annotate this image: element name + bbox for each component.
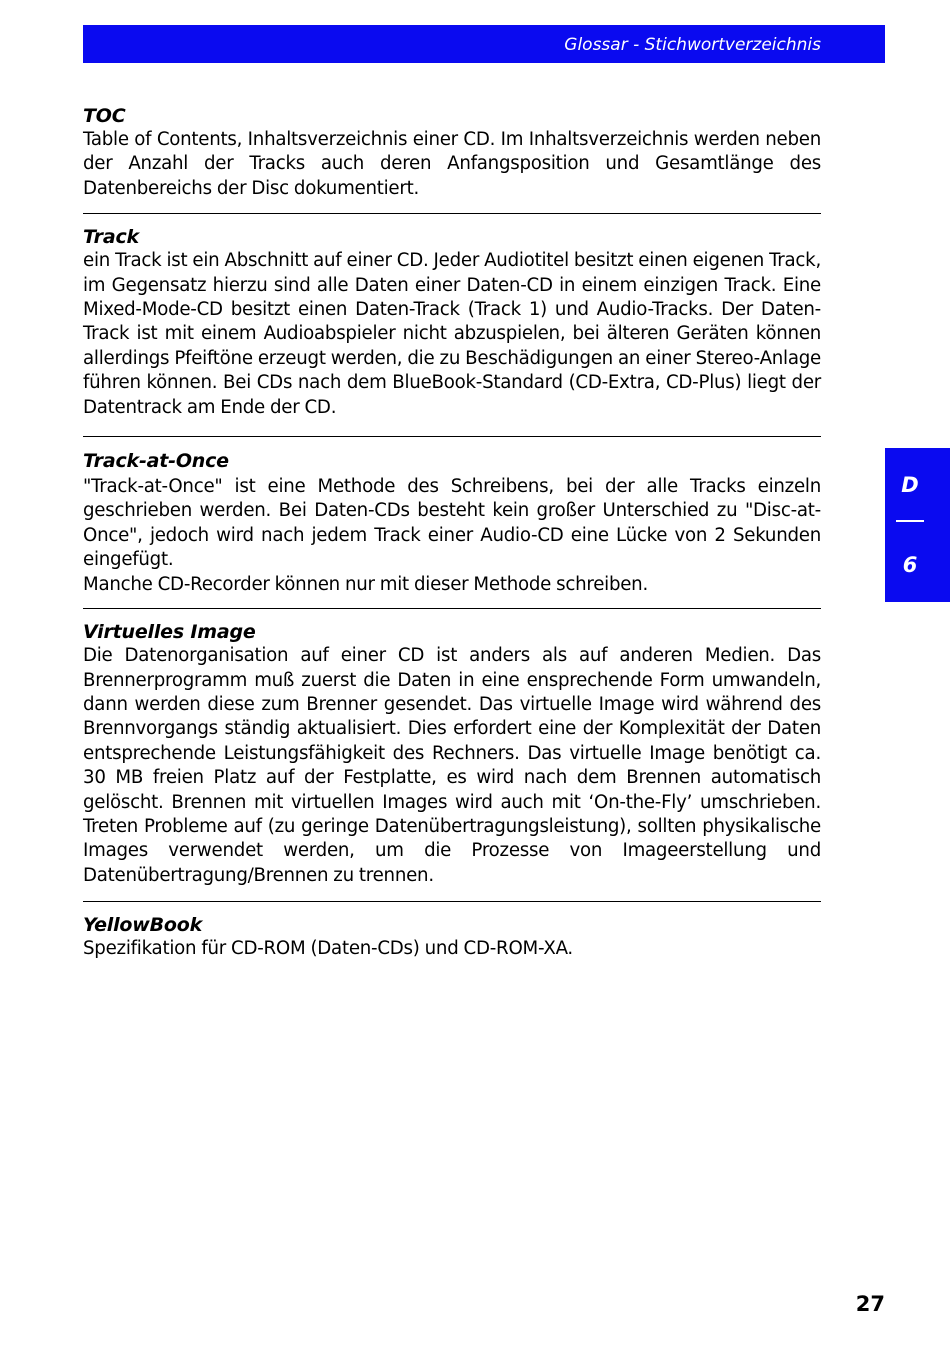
glossary-content (83, 104, 821, 962)
page-number: 27 (855, 1292, 885, 1316)
glossary-definition: Manche CD-Recorder können nur mit dieser Methode schreiben. (83, 573, 648, 595)
section-tab-letter: D (901, 473, 919, 497)
glossary-term: Track-at-Once (83, 450, 229, 473)
glossary-entry-track (83, 214, 821, 437)
glossary-definition: ein Track ist ein Abschnitt auf einer CD. Jeder Audiotitel besitzt einen eigenen Track, im Gegensatz hierzu sind alle Daten einer Daten-CD in einem einzigen Track. Eine Mixed-Mode-CD besitzt einen Daten-Track (Track 1) und Audio-Tracks. Der Daten-Track ist mit einem Audioabspieler nicht abzuspielen, bei älteren Geräten können allerdings Pfeiftöne erzeugt werden, die zu Beschädigungen an einer Stereo-Anlage führen können. Bei CDs nach dem BlueBook-Standard (CD-Extra, CD-Plus) liegt der Datentrack am Ende der CD. (83, 250, 821, 418)
header-title: Glossar - Stichwortverzeichnis (564, 35, 821, 55)
glossary-definition: "Track-at-Once" ist eine Methode des Schreibens, bei der alle Tracks einzeln geschrieben werden. Bei Daten-CDs besteht kein großer Unterschied zu "Disc-at-Once", jedoch wird nach jedem Track einer Audio-CD eine Lücke von 2 Sekunden eingefügt. (83, 476, 821, 571)
glossary-definition: Table of Contents, Inhaltsverzeichnis einer CD. Im Inhaltsverzeichnis werden neben der Anzahl der Tracks auch deren Anfangsposition und Gesamtlänge des Datenbereichs der Disc dokumentiert. (83, 129, 821, 199)
glossary-entry-yellowbook (83, 902, 821, 961)
section-tab-number: 6 (902, 553, 918, 577)
section-tab-divider (896, 520, 924, 522)
glossary-entry-virtuelles-image (83, 609, 821, 902)
header-bar (83, 25, 885, 63)
glossary-term: Virtuelles Image (83, 621, 256, 644)
glossary-term: YellowBook (83, 914, 203, 937)
glossary-definition: Die Datenorganisation auf einer CD ist anders als auf anderen Medien. Das Brennerprogramm muß zuerst die Daten in eine ensprechende Form umwandeln, dann werden diese zum Brenner gesendet. Das virtuelle Image wird während des Brennvorgangs ständig aktualisiert. Dies erfordert eine der Komplexität der Daten entsprechende Leistungsfähigkeit des Rechners. Das virtuelle Image benötigt ca. 30 MB freien Platz auf der Festplatte, es wird nach dem Brennen automatisch gelöscht. Brennen mit virtuellen Images wird auch mit ‘On-the-Fly’ umschrieben. Treten Probleme auf (zu geringe Datenübertragungsleistung), sollten physikalische Images verwendet werden, um die Prozesse von Imageerstellung und Datenübertragung/Brennen zu trennen. (83, 645, 821, 886)
glossary-term: TOC (83, 105, 126, 127)
glossary-entry-track-at-once (83, 437, 821, 609)
glossary-entry-toc (83, 104, 821, 214)
glossary-definition: Spezifikation für CD-ROM (Daten-CDs) und CD-ROM-XA. (83, 938, 573, 960)
glossary-term: Track (83, 226, 139, 249)
section-tab (885, 448, 950, 602)
